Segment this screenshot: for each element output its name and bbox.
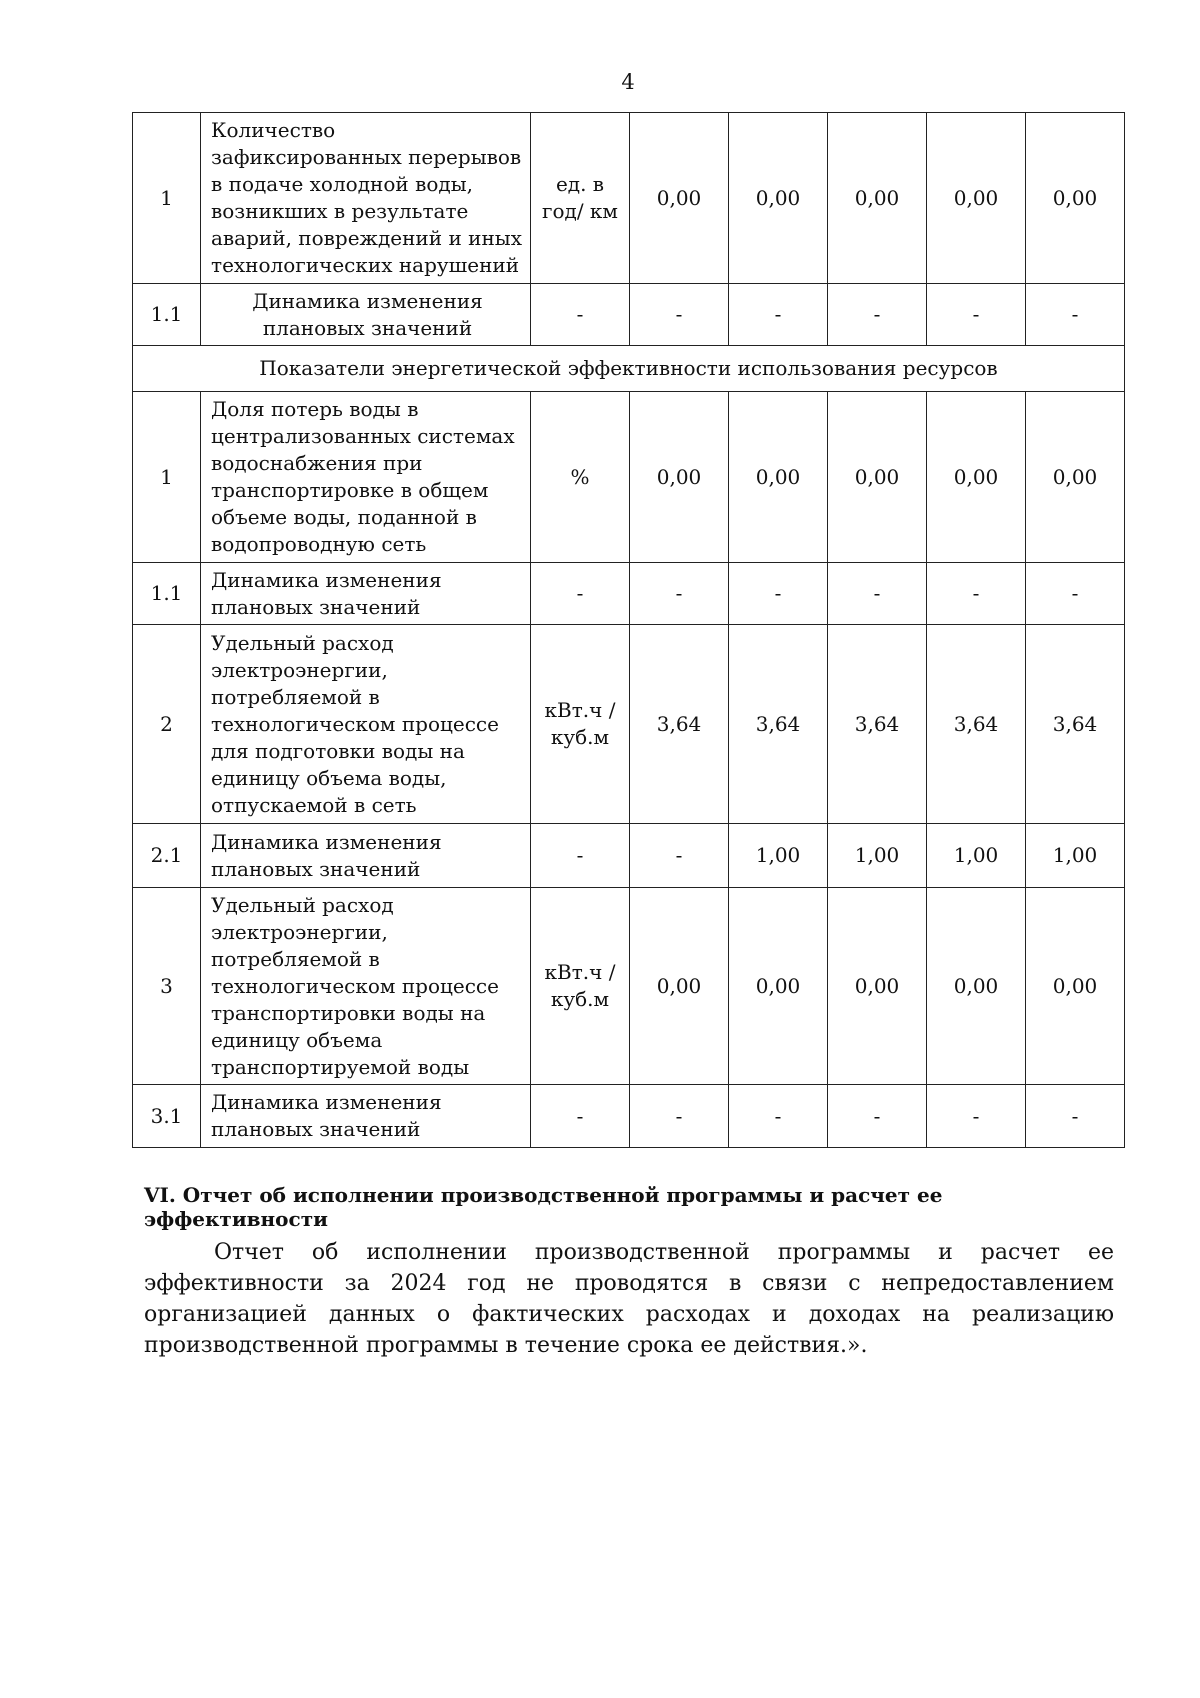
unit-cell: кВт.ч / куб.м: [531, 625, 630, 824]
value-cell: -: [729, 563, 828, 625]
indicator-name: Удельный расход электроэнергии, потребляемой в технологическом процессе транспортировки воды на единицу объема транспортируемой воды: [201, 888, 531, 1085]
table-row: [133, 284, 1125, 346]
section-heading: VI. Отчет об исполнении производственной программы и расчет ее эффективности: [144, 1183, 943, 1231]
value-cell: 3,64: [729, 625, 828, 824]
value-cell: 0,00: [729, 392, 828, 563]
value-cell: 0,00: [630, 888, 729, 1085]
unit-cell: кВт.ч / куб.м: [531, 888, 630, 1085]
table-row: [133, 113, 1125, 284]
table-row: [133, 392, 1125, 563]
value-cell: -: [828, 284, 927, 346]
value-cell: 3,64: [828, 625, 927, 824]
row-number: 3.1: [133, 1085, 201, 1148]
value-cell: 0,00: [630, 392, 729, 563]
value-cell: -: [630, 284, 729, 346]
value-cell: 0,00: [927, 113, 1026, 284]
value-cell: -: [1026, 284, 1125, 346]
indicator-name: Удельный расход электроэнергии, потребляемой в технологическом процессе для подготовки воды на единицу объема воды, отпускаемой в сеть: [201, 625, 531, 824]
value-cell: 1,00: [927, 824, 1026, 888]
value-cell: -: [630, 1085, 729, 1148]
unit-cell: -: [531, 1085, 630, 1148]
unit-cell: ед. в год/ км: [531, 113, 630, 284]
indicator-name: Динамика изменения плановых значений: [201, 284, 531, 346]
value-cell: 0,00: [927, 392, 1026, 563]
value-cell: -: [927, 1085, 1026, 1148]
table-row: [133, 625, 1125, 824]
value-cell: 0,00: [1026, 888, 1125, 1085]
indicator-name: Количество зафиксированных перерывов в подаче холодной воды, возникших в результате аварий, повреждений и иных технологических нарушений: [201, 113, 531, 284]
value-cell: -: [729, 284, 828, 346]
section-title: Показатели энергетической эффективности использования ресурсов: [133, 346, 1125, 392]
row-number: 1: [133, 113, 201, 284]
unit-cell: %: [531, 392, 630, 563]
row-number: 1: [133, 392, 201, 563]
value-cell: 0,00: [828, 888, 927, 1085]
value-cell: 3,64: [630, 625, 729, 824]
row-number: 1.1: [133, 284, 201, 346]
unit-cell: -: [531, 284, 630, 346]
value-cell: -: [1026, 563, 1125, 625]
value-cell: -: [630, 563, 729, 625]
value-cell: 3,64: [1026, 625, 1125, 824]
table-row: [133, 888, 1125, 1085]
row-number: 1.1: [133, 563, 201, 625]
unit-cell: -: [531, 824, 630, 888]
row-number: 2: [133, 625, 201, 824]
section-row: [133, 346, 1125, 392]
value-cell: -: [630, 824, 729, 888]
value-cell: 1,00: [828, 824, 927, 888]
row-number: 2.1: [133, 824, 201, 888]
unit-cell: -: [531, 563, 630, 625]
table-row: [133, 824, 1125, 888]
report-paragraph: Отчет об исполнении производственной программы и расчет ее эффективности за 2024 год не проводятся в связи с непредоставлением организацией данных о фактических расходах и доходах на реализацию производственной программы в течение срока ее действия.».: [144, 1240, 1114, 1358]
value-cell: 1,00: [729, 824, 828, 888]
value-cell: 0,00: [1026, 392, 1125, 563]
indicator-name: Динамика изменения плановых значений: [201, 1085, 531, 1148]
value-cell: 0,00: [927, 888, 1026, 1085]
value-cell: 1,00: [1026, 824, 1125, 888]
indicators-table: [132, 112, 1125, 1148]
value-cell: 0,00: [828, 392, 927, 563]
value-cell: 0,00: [630, 113, 729, 284]
value-cell: 0,00: [1026, 113, 1125, 284]
value-cell: -: [828, 1085, 927, 1148]
indicator-name: Динамика изменения плановых значений: [201, 563, 531, 625]
indicator-name: Динамика изменения плановых значений: [201, 824, 531, 888]
value-cell: 0,00: [729, 888, 828, 1085]
value-cell: -: [729, 1085, 828, 1148]
table-row: [133, 563, 1125, 625]
value-cell: -: [828, 563, 927, 625]
value-cell: 3,64: [927, 625, 1026, 824]
value-cell: -: [927, 284, 1026, 346]
table-row: [133, 1085, 1125, 1148]
page-number: 4: [621, 70, 635, 94]
indicator-name: Доля потерь воды в централизованных системах водоснабжения при транспортировке в общем объеме воды, поданной в водопроводную сеть: [201, 392, 531, 563]
value-cell: -: [927, 563, 1026, 625]
value-cell: 0,00: [729, 113, 828, 284]
value-cell: 0,00: [828, 113, 927, 284]
value-cell: -: [1026, 1085, 1125, 1148]
row-number: 3: [133, 888, 201, 1085]
